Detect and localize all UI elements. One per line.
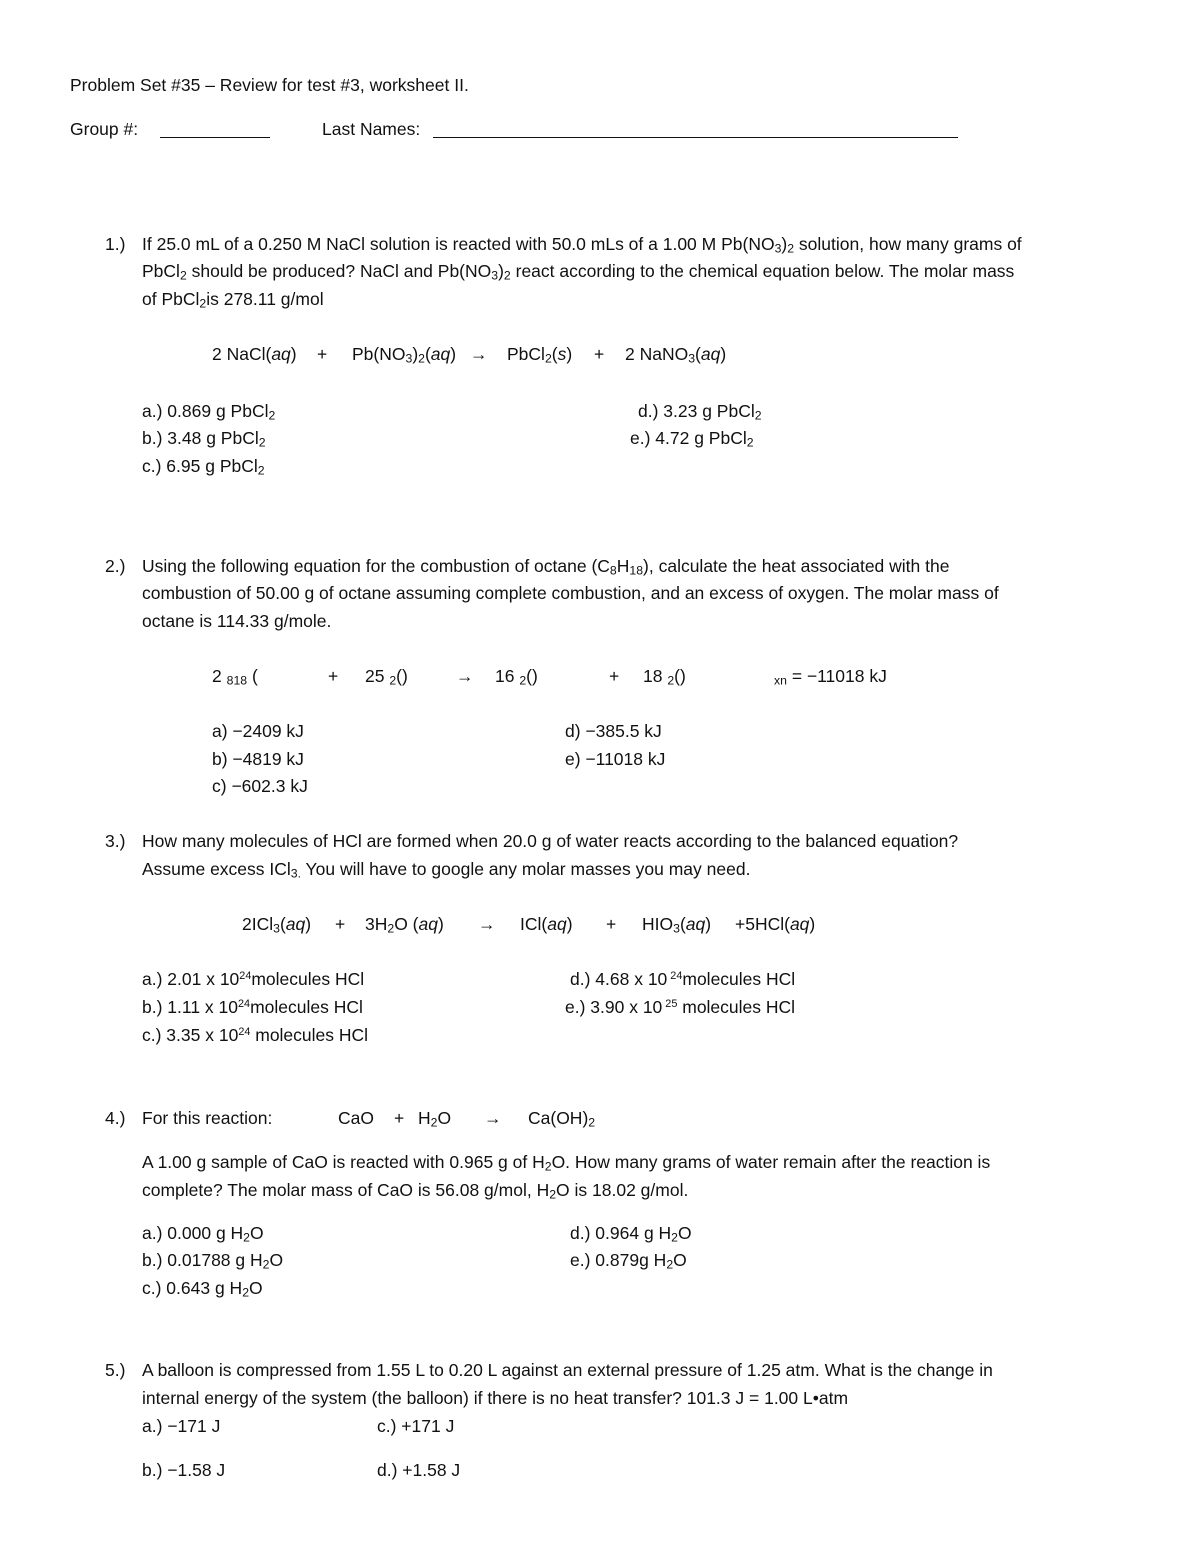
question-text-line: internal energy of the system (the balloon) if there is no heat transfer? 101.3 J = 1.00 L•atm — [142, 1388, 849, 1408]
question-text-line: If 25.0 mL of a 0.250 M NaCl solution is reacted with 50.0 mLs of a 1.00 M $Pb(NO_3)_2$ solution, how many grams of — [142, 234, 1022, 256]
group-field[interactable] — [160, 137, 270, 138]
question-text-line: A 1.00 g sample of CaO is reacted with 0.965 g of $H_2O$. How many grams of water remain after the reaction is — [142, 1152, 991, 1174]
question-text-line: PbCl$_2$ should be produced? NaCl and $Pb(NO_3)_2$ react according to the chemical equation below. The molar mass — [142, 261, 1015, 283]
answer-choice-d[interactable]: d) −385.5 kJ — [565, 721, 662, 741]
question-lead: For this reaction: — [142, 1108, 273, 1128]
answer-choice-a[interactable]: a.) 2.01 x $10^{24}molecules$ HCl — [142, 969, 365, 989]
question-number: 3.) — [105, 831, 126, 851]
answer-choice-a[interactable]: a.) 0.869 g PbCl$_2$ — [142, 401, 276, 423]
answer-choice-d[interactable]: d.) 4.68 x 10 $^{24}$molecules HCl — [570, 969, 796, 989]
answer-choice-c[interactable]: c.) 6.95 g PbCl$_2$ — [142, 456, 265, 478]
question-number: 4.) — [105, 1108, 126, 1128]
answer-choice-b[interactable]: b.) 1.11 x $10^{24}molecules$ HCl — [142, 997, 363, 1017]
answer-choice-a[interactable]: a) −2409 kJ — [212, 721, 304, 741]
group-label: Group #: — [70, 119, 139, 139]
answer-choice-e[interactable]: e.) 0.879g $H_2O$ — [570, 1250, 687, 1272]
question-text-line: Assume excess ICl$_{3.}$ You will have to google any molar masses you may need. — [142, 859, 751, 881]
arrow-icon: → — [478, 914, 496, 934]
answer-choice-c[interactable]: c.) 3.35 x $10^{24}$ molecules HCl — [142, 1025, 369, 1045]
answer-choice-b[interactable]: b) −4819 kJ — [212, 749, 304, 769]
answer-choice-d[interactable]: d.) 0.964 g $H_2O$ — [570, 1223, 692, 1245]
question-text-line: How many molecules of HCl are formed when 20.0 g of water reacts according to the balanced equation? — [142, 831, 959, 851]
answer-choice-d[interactable]: d.) +1.58 J — [377, 1460, 461, 1480]
answer-choice-d[interactable]: d.) 3.23 g PbCl$_2$ — [638, 401, 762, 423]
answer-choice-a[interactable]: a.) 0.000 g $H_2O$ — [142, 1223, 264, 1245]
question-text-line: combustion of 50.00 g of octane assuming complete combustion, and an excess of oxygen. The molar mass of — [142, 583, 999, 603]
question-text-line: A balloon is compressed from 1.55 L to 0.20 L against an external pressure of 1.25 atm. What is the change in — [142, 1360, 993, 1380]
answer-choice-c[interactable]: c) −602.3 kJ — [212, 776, 308, 796]
arrow-icon: → — [456, 666, 474, 686]
question-text-line: complete? The molar mass of CaO is 56.08 g/mol, $H_2O$ is 18.02 g/mol. — [142, 1180, 689, 1202]
answer-choice-c[interactable]: c.) 0.643 g $H_2O$ — [142, 1278, 263, 1300]
answer-choice-e[interactable]: e.) 3.90 x 10 $^{25}$ molecules HCl — [565, 997, 796, 1017]
arrow-icon: → — [484, 1108, 502, 1128]
question-text-line: octane is 114.33 g/mole. — [142, 611, 332, 631]
arrow-icon: → — [470, 344, 488, 364]
question-number: 2.) — [105, 556, 126, 576]
answer-choice-c[interactable]: c.) +171 J — [377, 1416, 455, 1436]
question-number: 5.) — [105, 1360, 126, 1380]
answer-choice-e[interactable]: e.) 4.72 g PbCl$_2$ — [630, 428, 754, 450]
names-field[interactable] — [433, 137, 958, 138]
names-label: Last Names: — [322, 119, 421, 139]
question-number: 1.) — [105, 234, 126, 254]
answer-choice-b[interactable]: b.) −1.58 J — [142, 1460, 226, 1480]
question-text-line: Using the following equation for the combustion of octane $(C_8H_{18})$, calculate the heat associated with the — [142, 556, 950, 578]
question-text-line: of PbCl$_2$is 278.11 g/mol — [142, 289, 324, 311]
answer-choice-b[interactable]: b.) 0.01788 g $H_2O$ — [142, 1250, 284, 1272]
answer-choice-a[interactable]: a.) −171 J — [142, 1416, 221, 1436]
answer-choice-b[interactable]: b.) 3.48 g PbCl$_2$ — [142, 428, 266, 450]
answer-choice-e[interactable]: e) −11018 kJ — [565, 749, 666, 769]
page-title: Problem Set #35 – Review for test #3, worksheet II. — [70, 75, 469, 95]
